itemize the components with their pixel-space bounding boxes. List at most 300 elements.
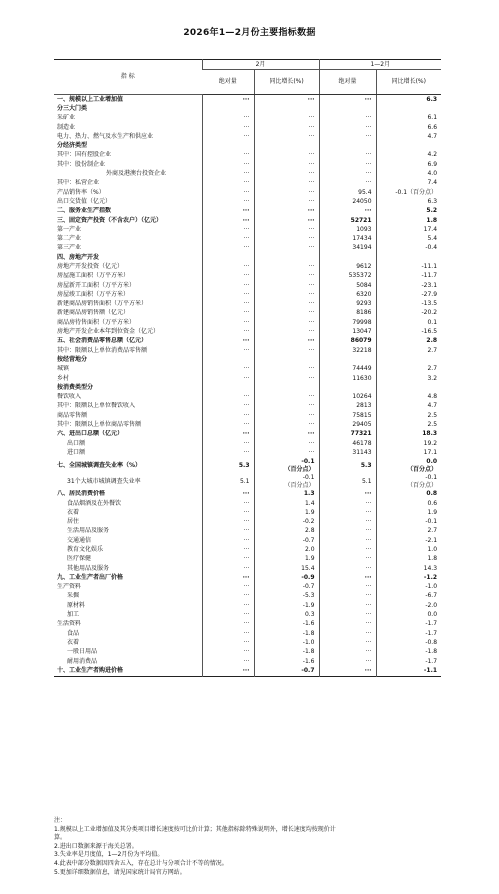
cell-g2: -0.1	[376, 517, 441, 526]
cell-a2: 95.4	[319, 188, 376, 197]
footnote-line: 5.更加详细数据信息，请见国家统计局官方网站。	[54, 868, 186, 876]
row-label: 房地产开发投资（亿元）	[57, 262, 124, 270]
cell-g1: ···	[254, 123, 319, 132]
table-row	[54, 160, 441, 169]
cell-g1: ···	[254, 207, 319, 216]
cell-a2	[319, 383, 376, 392]
cell-a2: 46178	[319, 439, 376, 448]
cell-a1: ···	[202, 555, 254, 564]
cell-a1: ···	[202, 123, 254, 132]
cell-a1	[202, 383, 254, 392]
table-row	[54, 346, 441, 355]
cell-a1: ···	[202, 132, 254, 141]
cell-g1: -0.7	[254, 583, 319, 592]
row-label: 加工	[67, 611, 80, 619]
cell-a1: ···	[202, 490, 254, 499]
cell-a1: ···	[202, 244, 254, 253]
row-label: 制造业	[57, 123, 76, 131]
cell-a2: 34194	[319, 244, 376, 253]
cell-a1: ···	[202, 648, 254, 657]
row-label: 五、社会消费品零售总额（亿元）	[57, 337, 148, 345]
cell-g2: 5.2	[376, 207, 441, 216]
cell-g1: ···	[254, 225, 319, 234]
cell-a1: ···	[202, 536, 254, 545]
cell-a1: ···	[202, 374, 254, 383]
cell-g1	[254, 141, 319, 150]
cell-g1: ···	[254, 169, 319, 178]
table-row	[54, 318, 441, 327]
cell-a2: 2813	[319, 402, 376, 411]
cell-a1: ···	[202, 527, 254, 536]
cell-a2: 6320	[319, 290, 376, 299]
table-row	[54, 458, 441, 474]
table-row	[54, 123, 441, 132]
cell-g1: ···	[254, 365, 319, 374]
cell-g1: ···	[254, 272, 319, 281]
cell-a2: 74449	[319, 365, 376, 374]
cell-g1	[254, 355, 319, 364]
cell-g2: -1.7	[376, 629, 441, 638]
table-row	[54, 666, 441, 676]
row-label: 二、服务业生产指数	[57, 207, 112, 215]
cell-a2: ···	[319, 132, 376, 141]
row-label: 房屋施工面积（万平方米）	[57, 272, 130, 280]
cell-g1: -0.7	[254, 536, 319, 545]
cell-g1: ···	[254, 262, 319, 271]
table-row	[54, 197, 441, 206]
table-row	[54, 573, 441, 582]
table-row	[54, 601, 441, 610]
table-row	[54, 179, 441, 188]
cell-a2: 77321	[319, 430, 376, 439]
table-row	[54, 374, 441, 383]
table-body	[54, 95, 441, 677]
cell-g2: -0.8	[376, 638, 441, 647]
row-label: 六、进出口总额（亿元）	[57, 430, 124, 438]
cell-g2: 14.3	[376, 564, 441, 573]
cell-g1: ···	[254, 448, 319, 457]
cell-g1: 1.9	[254, 555, 319, 564]
row-label: 新建商品房销售面积（万平方米）	[57, 300, 148, 308]
cell-a1: ···	[202, 188, 254, 197]
indicator-table	[54, 59, 441, 677]
table-row	[54, 402, 441, 411]
table-header	[54, 60, 441, 95]
row-label: 生活资料	[57, 620, 82, 628]
cell-a2: ···	[319, 610, 376, 619]
cell-g2	[376, 383, 441, 392]
table-row	[54, 216, 441, 225]
row-label: 衣着	[67, 638, 80, 646]
cell-a2: ···	[319, 555, 376, 564]
cell-a2: ···	[319, 527, 376, 536]
row-label: 外商及港澳台投资企业	[106, 170, 167, 178]
row-label: 其中：限额以上单位餐饮收入	[57, 402, 136, 410]
cell-g1: -0.7	[254, 666, 319, 676]
cell-a1: ···	[202, 272, 254, 281]
cell-a1: ···	[202, 430, 254, 439]
table-row	[54, 95, 441, 105]
cell-a1: ···	[202, 666, 254, 676]
table-row	[54, 188, 441, 197]
cell-a2: 29405	[319, 420, 376, 429]
cell-g1: ···	[254, 132, 319, 141]
row-label: 七、全国城镇调查失业率（%）	[57, 461, 142, 469]
cell-g1: ···	[254, 430, 319, 439]
cell-g2: -1.8	[376, 648, 441, 657]
cell-a1: ···	[202, 365, 254, 374]
cell-g2: 4.0	[376, 169, 441, 178]
cell-a1: ···	[202, 179, 254, 188]
cell-g2: 4.2	[376, 151, 441, 160]
table-row	[54, 309, 441, 318]
cell-g2: 4.8	[376, 393, 441, 402]
cell-g2: 0.1	[376, 318, 441, 327]
footnote-line: 算。	[54, 834, 67, 842]
cell-g1: ···	[254, 411, 319, 420]
row-label: 进口额	[67, 448, 86, 456]
cell-g2	[376, 355, 441, 364]
row-label: 交通通信	[67, 536, 92, 544]
cell-g1: -0.9	[254, 573, 319, 582]
cell-unit: （百分点）	[407, 465, 438, 473]
cell-a1: ···	[202, 327, 254, 336]
row-label: 耐用消费品	[67, 657, 98, 665]
table-row	[54, 508, 441, 517]
table-row	[54, 420, 441, 429]
table-row	[54, 225, 441, 234]
cell-unit: （百分点）	[284, 465, 315, 473]
cell-a1: ···	[202, 281, 254, 290]
cell-a2: ···	[319, 207, 376, 216]
cell-value: -0.1	[301, 458, 315, 466]
cell-g2: -1.0	[376, 583, 441, 592]
row-label: 电力、热力、燃气及水生产和供应业	[57, 132, 154, 140]
cell-a1: ···	[202, 160, 254, 169]
row-label: 三、固定资产投资（不含农户）（亿元）	[57, 216, 163, 224]
cell-g1: ···	[254, 346, 319, 355]
cell-g1: -1.9	[254, 601, 319, 610]
cell-a2: ···	[319, 592, 376, 601]
cell-a2: 52721	[319, 216, 376, 225]
cell-a2: ···	[319, 160, 376, 169]
table-row	[54, 411, 441, 420]
cell-g2	[376, 253, 441, 262]
cell-value: 0.0	[426, 458, 438, 466]
abs-header-2: 绝对量	[319, 70, 376, 95]
cell-a2: 5.1	[319, 474, 376, 490]
cell-g2: -27.9	[376, 290, 441, 299]
cell-a2: 5.3	[319, 458, 376, 474]
cell-a1: ···	[202, 216, 254, 225]
cell-a1: ···	[202, 151, 254, 160]
cell-a1: ···	[202, 638, 254, 647]
table-row	[54, 517, 441, 526]
table-row	[54, 365, 441, 374]
cell-a2: 17434	[319, 234, 376, 243]
row-label: 其中：国有控股企业	[57, 151, 112, 159]
table-row	[54, 474, 441, 490]
cell-a2: ···	[319, 657, 376, 666]
cell-a2	[319, 141, 376, 150]
footnote-line: 注：	[54, 817, 67, 824]
row-label: 采矿业	[57, 114, 76, 122]
cell-a2: 24050	[319, 197, 376, 206]
cell-g1: ···	[254, 337, 319, 346]
cell-g2: 2.8	[376, 337, 441, 346]
cell-g2: 1.9	[376, 508, 441, 517]
cell-unit: （百分点）	[407, 481, 438, 489]
row-label: 按消费类型分	[57, 383, 94, 391]
cell-a2: 79998	[319, 318, 376, 327]
cell-g2: 19.2	[376, 439, 441, 448]
cell-g1: ···	[254, 151, 319, 160]
cell-a1: ···	[202, 657, 254, 666]
row-label: 产品销售率（%）	[57, 188, 105, 196]
cell-g2: 18.3	[376, 430, 441, 439]
row-label: 食品烟酒及在外餐饮	[67, 499, 122, 507]
cell-a1	[202, 141, 254, 150]
cell-a2: ···	[319, 601, 376, 610]
cell-a2: ···	[319, 629, 376, 638]
cell-g1: ···	[254, 300, 319, 309]
cell-a2: ···	[319, 123, 376, 132]
cell-value: -0.1	[302, 474, 315, 482]
cell-a1: ···	[202, 564, 254, 573]
cell-a2: ···	[319, 620, 376, 629]
cell-g1: ···	[254, 197, 319, 206]
cell-a1: ···	[202, 95, 254, 105]
cell-a2: 11630	[319, 374, 376, 383]
cell-g2: 0.0	[376, 610, 441, 619]
cell-g2: 2.7	[376, 346, 441, 355]
cell-g1: ···	[254, 393, 319, 402]
cell-g1	[254, 474, 319, 490]
table-row	[54, 448, 441, 457]
table-row	[54, 253, 441, 262]
abs-header-1: 绝对量	[202, 70, 254, 95]
cell-g2: -1.2	[376, 573, 441, 582]
cell-a2: 32218	[319, 346, 376, 355]
cell-a1: ···	[202, 234, 254, 243]
cell-g1: 1.3	[254, 490, 319, 499]
cell-a2: ···	[319, 583, 376, 592]
cell-g2: 0.6	[376, 499, 441, 508]
cell-g2	[376, 104, 441, 113]
table-row	[54, 355, 441, 364]
cell-g1: ···	[254, 179, 319, 188]
cell-a1: ···	[202, 610, 254, 619]
row-label: 第二产业	[57, 235, 82, 243]
cell-g1: -1.8	[254, 629, 319, 638]
cell-a2: 9612	[319, 262, 376, 271]
row-label: 其中：限额以上单位消费品零售额	[57, 346, 148, 354]
cell-a1	[202, 104, 254, 113]
table-row	[54, 564, 441, 573]
cell-a1: ···	[202, 573, 254, 582]
cell-a2: ···	[319, 573, 376, 582]
cell-g1: 15.4	[254, 564, 319, 573]
cell-g1: ···	[254, 188, 319, 197]
table-row	[54, 393, 441, 402]
cell-g2: 17.1	[376, 448, 441, 457]
table-row	[54, 151, 441, 160]
row-label: 食品	[67, 629, 80, 637]
row-label: 分经济类型	[57, 142, 88, 150]
cell-a1: ···	[202, 601, 254, 610]
cell-g2: -6.7	[376, 592, 441, 601]
footnote-line: 2.进出口数据来源于海关总署。	[54, 842, 138, 850]
table-row	[54, 281, 441, 290]
cell-a1: ···	[202, 629, 254, 638]
cell-a2: ···	[319, 151, 376, 160]
table-row	[54, 337, 441, 346]
table-row	[54, 327, 441, 336]
cell-g1: -0.2	[254, 517, 319, 526]
cell-a1: ···	[202, 583, 254, 592]
row-label: 八、居民消费价格	[57, 490, 106, 498]
cell-g2: 1.8	[376, 216, 441, 225]
row-label: 分三大门类	[57, 104, 88, 112]
page-title: 2026年1—2月份主要指标数据	[183, 28, 316, 38]
cell-a2	[319, 253, 376, 262]
cell-a1: ···	[202, 592, 254, 601]
cell-g2: -1.1	[376, 666, 441, 676]
cell-a1: ···	[202, 290, 254, 299]
cell-a2: ···	[319, 638, 376, 647]
cell-a1: 5.3	[202, 458, 254, 474]
cell-a1: ···	[202, 337, 254, 346]
cell-a2: 13047	[319, 327, 376, 336]
cell-g1: ···	[254, 160, 319, 169]
table-row	[54, 169, 441, 178]
row-label: 31个大城市城镇调查失业率	[67, 477, 141, 485]
cell-a1: ···	[202, 114, 254, 123]
cell-g2: -11.1	[376, 262, 441, 271]
cell-a2	[319, 355, 376, 364]
cell-g1	[254, 104, 319, 113]
row-label: 出口额	[67, 439, 86, 447]
cell-g1: ···	[254, 374, 319, 383]
cell-a1: ···	[202, 393, 254, 402]
table-row	[54, 555, 441, 564]
row-label: 生活用品及服务	[67, 527, 110, 535]
row-label: 乡村	[57, 374, 70, 382]
table-row	[54, 648, 441, 657]
col-indicator-header: 指 标	[54, 60, 202, 95]
cell-g1: ···	[254, 402, 319, 411]
cell-a2: 1093	[319, 225, 376, 234]
cell-a1: ···	[202, 169, 254, 178]
cell-g2: -2.1	[376, 536, 441, 545]
cell-g2: 2.5	[376, 420, 441, 429]
cell-g1	[254, 383, 319, 392]
cell-g1: -1.6	[254, 620, 319, 629]
table-row	[54, 262, 441, 271]
cell-a2: 8186	[319, 309, 376, 318]
cell-g2: -11.7	[376, 272, 441, 281]
growth-header-1: 同比增长(%)	[254, 70, 319, 95]
cell-g1: ···	[254, 420, 319, 429]
cell-g1: ···	[254, 216, 319, 225]
cell-a1: ···	[202, 499, 254, 508]
cell-a1: ···	[202, 517, 254, 526]
table-row	[54, 104, 441, 113]
cell-a1: ···	[202, 545, 254, 554]
cell-g2: -2.0	[376, 601, 441, 610]
row-label: 房屋新开工面积（万平方米）	[57, 281, 136, 289]
cell-g1: 2.8	[254, 527, 319, 536]
table-row	[54, 141, 441, 150]
cell-g1	[254, 253, 319, 262]
cell-a2: ···	[319, 564, 376, 573]
cell-a2: ···	[319, 517, 376, 526]
table-row	[54, 499, 441, 508]
cell-a1: ···	[202, 207, 254, 216]
table-row	[54, 610, 441, 619]
table-row	[54, 536, 441, 545]
cell-g2: 4.7	[376, 132, 441, 141]
row-label: 餐饮收入	[57, 393, 82, 401]
row-label: 城镇	[57, 365, 70, 373]
cell-g2: -1.7	[376, 657, 441, 666]
cell-g1	[254, 458, 319, 474]
cell-g1: -1.0	[254, 638, 319, 647]
cell-g1: -1.6	[254, 657, 319, 666]
cell-a1: ···	[202, 411, 254, 420]
row-label: 其他用品及服务	[67, 564, 110, 572]
row-label: 出口交货值（亿元）	[57, 197, 112, 205]
table-row	[54, 300, 441, 309]
period-1-header: 2月	[202, 60, 319, 70]
cell-g1: ···	[254, 244, 319, 253]
cell-g2: 6.3	[376, 95, 441, 105]
cell-g2: 0.8	[376, 490, 441, 499]
cell-g2: 6.9	[376, 160, 441, 169]
cell-g1: -1.8	[254, 648, 319, 657]
cell-g2: -0.1（百分点）	[376, 188, 441, 197]
footnote-line: 4.此表中部分数据因四舍五入，存在总计与分项合计不等的情况。	[54, 859, 228, 867]
cell-g1: ···	[254, 318, 319, 327]
row-label: 新建商品房销售额（亿元）	[57, 309, 130, 317]
table-row	[54, 439, 441, 448]
cell-g2: 17.4	[376, 225, 441, 234]
cell-g2: 7.4	[376, 179, 441, 188]
cell-g2: 2.7	[376, 527, 441, 536]
cell-a2: 75815	[319, 411, 376, 420]
row-label: 其中：限额以上单位商品零售额	[57, 421, 142, 429]
footnote-line: 1.规模以上工业增加值及其分类项目增长速度按可比价计算；其他指标除特殊说明外，增长速度均按现价计	[54, 825, 336, 833]
table-row	[54, 620, 441, 629]
cell-g2: 2.5	[376, 411, 441, 420]
cell-a2	[319, 104, 376, 113]
row-label: 商品房待售面积（万平方米）	[57, 318, 136, 326]
cell-a2: 9293	[319, 300, 376, 309]
cell-g1: ···	[254, 309, 319, 318]
cell-g2: -0.4	[376, 244, 441, 253]
cell-a1: ···	[202, 309, 254, 318]
table-row	[54, 638, 441, 647]
cell-g1: 2.0	[254, 545, 319, 554]
table-row	[54, 657, 441, 666]
cell-g2	[376, 458, 441, 474]
cell-a2: ···	[319, 169, 376, 178]
cell-a2: 31143	[319, 448, 376, 457]
cell-a1: ···	[202, 508, 254, 517]
cell-g2: 1.8	[376, 555, 441, 564]
cell-a1: ···	[202, 197, 254, 206]
cell-g2: 6.6	[376, 123, 441, 132]
